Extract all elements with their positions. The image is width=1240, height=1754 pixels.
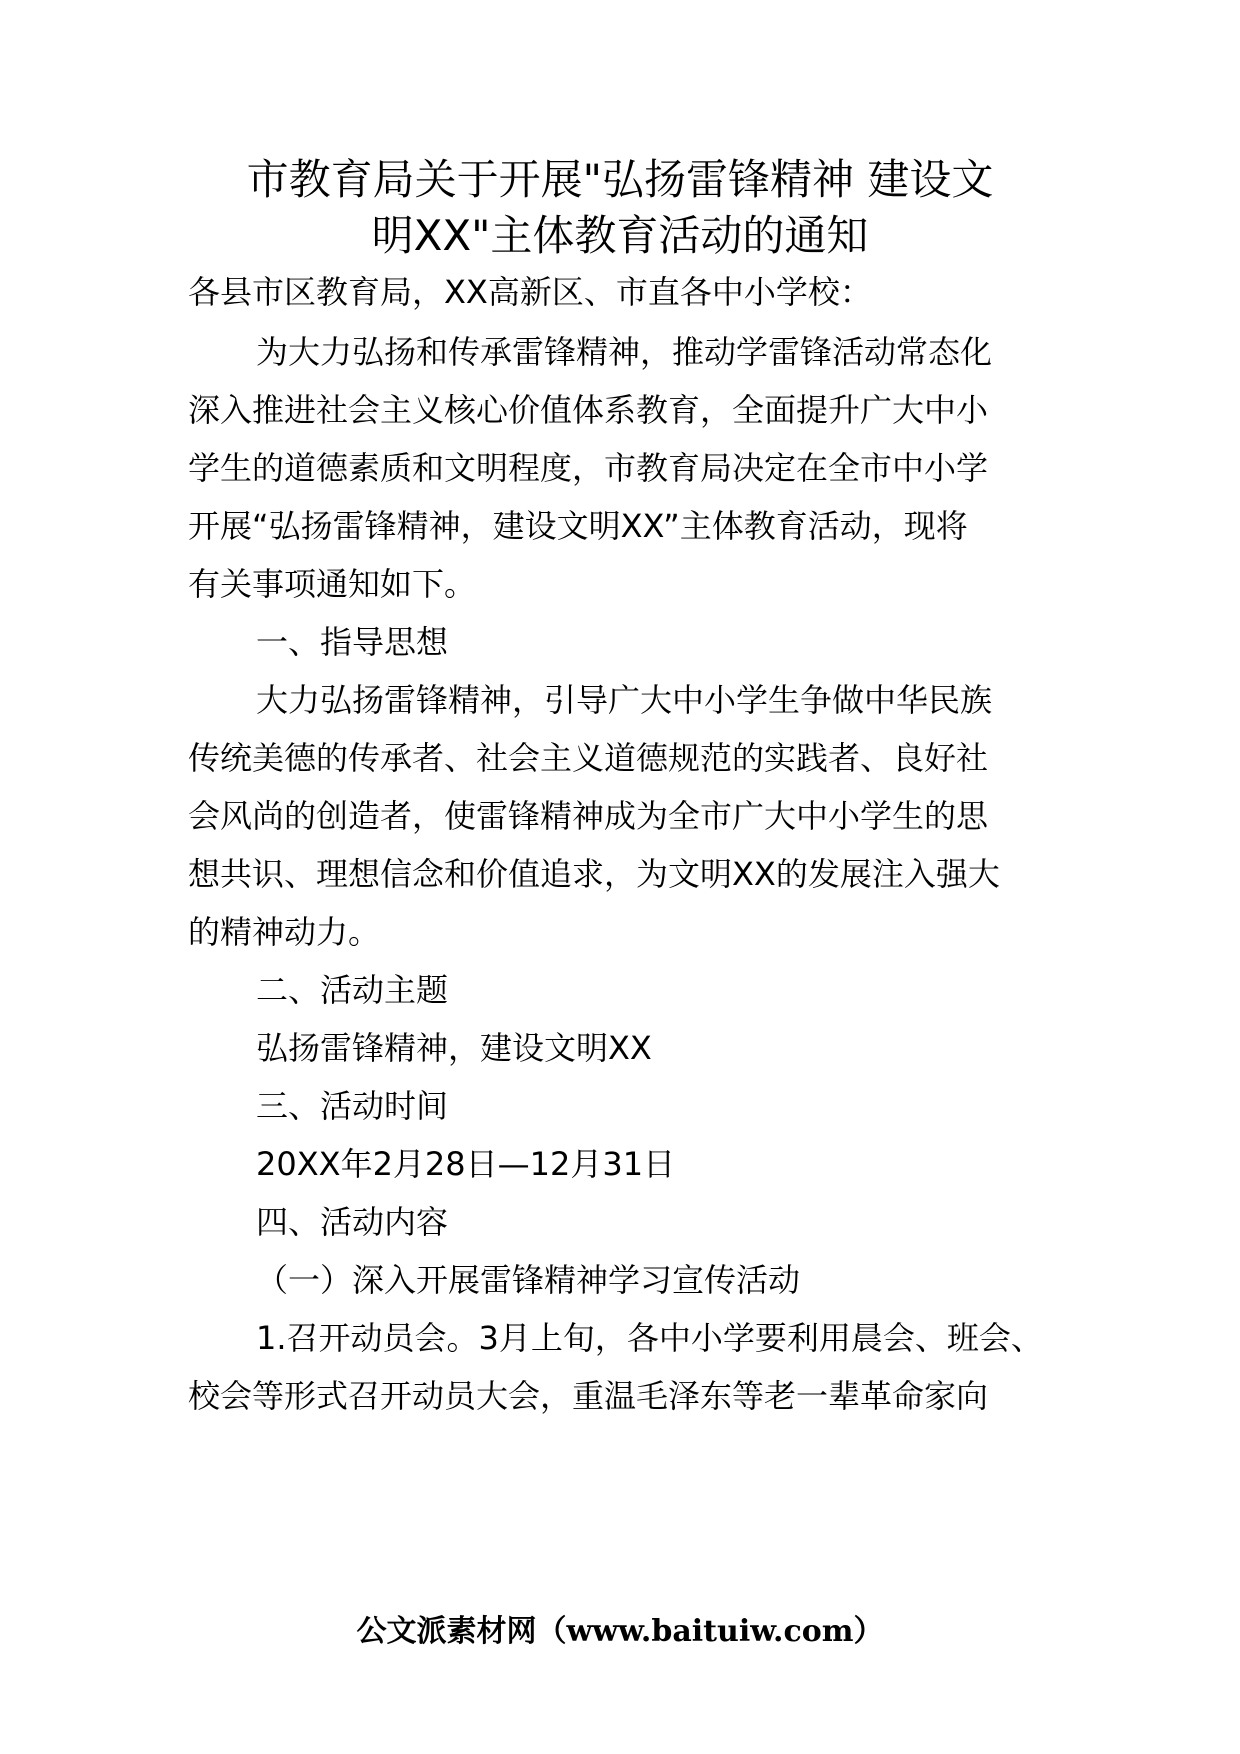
- footer-watermark: 公文派素材网（www.baituiw.com）: [356, 1614, 884, 1649]
- section-heading-2: 二、活动主题: [256, 971, 449, 1009]
- paragraph-line: 大力弘扬雷锋精神，引导广大中小学生争做中华民族: [256, 681, 993, 719]
- activity-period: 20XX年2月28日—12月31日: [256, 1145, 676, 1183]
- document-title-line-2: 明XX"主体教育活动的通知: [371, 211, 869, 260]
- paragraph-line: 1.召开动员会。3月上旬，各中小学要利用晨会、班会、: [256, 1319, 1043, 1357]
- section-heading-4: 四、活动内容: [256, 1203, 449, 1241]
- subsection-heading-1: （一）深入开展雷锋精神学习宣传活动: [256, 1261, 801, 1299]
- paragraph-line: 想共识、理想信念和价值追求，为文明XX的发展注入强大: [188, 855, 1000, 893]
- paragraph-line: 为大力弘扬和传承雷锋精神，推动学雷锋活动常态化: [256, 333, 993, 371]
- paragraph-line: 传统美德的传承者、社会主义道德规范的实践者、良好社: [188, 739, 989, 777]
- section-heading-1: 一、指导思想: [256, 623, 449, 661]
- paragraph-line: 有关事项通知如下。: [188, 565, 477, 603]
- paragraph-line: 的精神动力。: [188, 913, 381, 951]
- document-title-line-1: 市教育局关于开展"弘扬雷锋精神 建设文: [246, 155, 994, 204]
- paragraph-line: 开展“弘扬雷锋精神，建设文明XX”主体教育活动，现将: [188, 507, 968, 545]
- activity-theme: 弘扬雷锋精神，建设文明XX: [256, 1029, 652, 1067]
- paragraph-line: 深入推进社会主义核心价值体系教育，全面提升广大中小: [188, 391, 989, 429]
- paragraph-line: 校会等形式召开动员大会，重温毛泽东等老一辈革命家向: [188, 1377, 989, 1415]
- section-heading-3: 三、活动时间: [256, 1087, 449, 1125]
- paragraph-line: 会风尚的创造者，使雷锋精神成为全市广大中小学生的思: [188, 797, 989, 835]
- paragraph-line: 学生的道德素质和文明程度，市教育局决定在全市中小学: [188, 449, 989, 487]
- salutation: 各县市区教育局，XX高新区、市直各中小学校：: [188, 273, 872, 311]
